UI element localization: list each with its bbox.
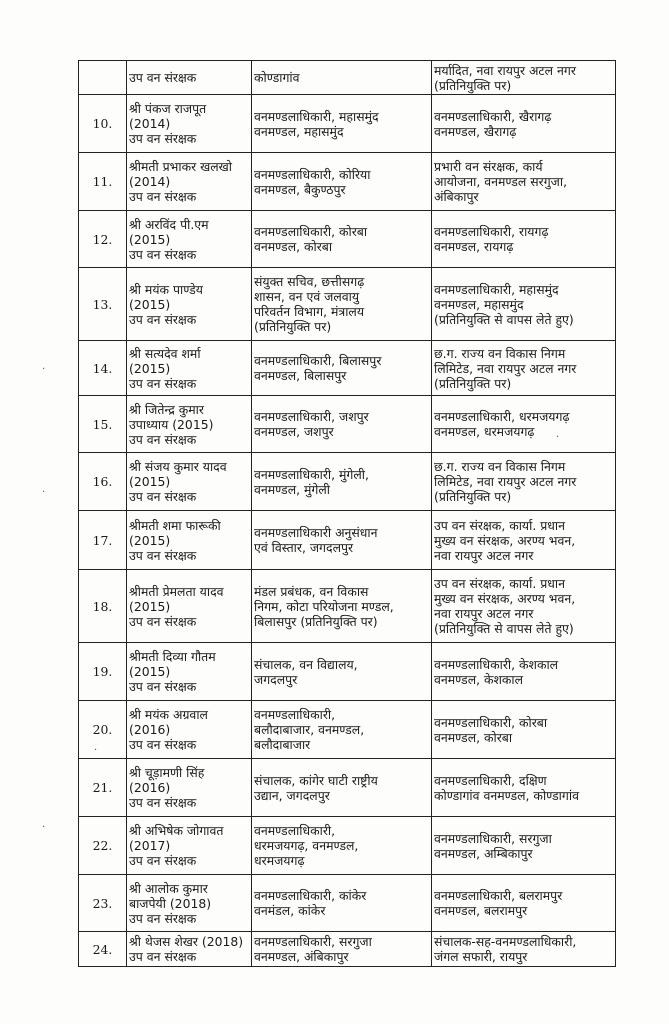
transfer-list-table [78, 60, 616, 967]
new-posting-cell: मर्यादित, नवा रायपुर अटल नगर (प्रतिनियुक्ति पर) [432, 61, 616, 95]
officer-name-cell: श्री आलोक कुमार बाजपेयी (2018) उप वन संरक्षक [127, 875, 252, 932]
new-posting-cell: संचालक-सह-वनमण्डलाधिकारी, जंगल सफारी, रायपुर [432, 932, 616, 967]
new-posting-cell: प्रभारी वन संरक्षक, कार्य आयोजना, वनमण्डल सरगुजा, अंबिकापुर [432, 153, 616, 211]
officer-name-cell: श्रीमती प्रेमलता यादव (2015) उप वन संरक्षक [127, 570, 252, 643]
officer-name-cell: श्रीमती प्रभाकर खलखो (2014) उप वन संरक्षक [127, 153, 252, 211]
current-posting-cell: वनमण्डलाधिकारी, धरमजयगढ़, वनमण्डल, धरमजयगढ़ [252, 817, 432, 875]
table-row [79, 268, 616, 341]
serial-number-cell: 19. [79, 643, 127, 701]
table-row [79, 643, 616, 701]
new-posting-cell: उप वन संरक्षक, कार्या. प्रधान मुख्य वन संरक्षक, अरण्य भवन, नवा रायपुर अटल नगर [432, 511, 616, 570]
table-row [79, 453, 616, 511]
table-row [79, 153, 616, 211]
serial-number-cell: 16. [79, 453, 127, 511]
new-posting-cell: छ.ग. राज्य वन विकास निगम लिमिटेड, नवा रायपुर अटल नगर (प्रतिनियुक्ति पर) [432, 341, 616, 396]
officer-name-cell: श्री मयंक पाण्डेय (2015) उप वन संरक्षक [127, 268, 252, 341]
serial-number-cell: 13. [79, 268, 127, 341]
current-posting-cell: वनमण्डलाधिकारी, बलौदाबाजार, वनमण्डल, बलौदाबाजार [252, 701, 432, 759]
officer-name-cell: श्री अरविंद पी.एम (2015) उप वन संरक्षक [127, 211, 252, 268]
serial-number-cell: 22. [79, 817, 127, 875]
table-row [79, 396, 616, 453]
officer-name-cell: श्रीमती शमा फारूकी (2015) उप वन संरक्षक [127, 511, 252, 570]
new-posting-cell: वनमण्डलाधिकारी, दक्षिण कोण्डागांव वनमण्डल, कोण्डागांव [432, 759, 616, 817]
table-row [79, 211, 616, 268]
new-posting-cell: वनमण्डलाधिकारी, केशकाल वनमण्डल, केशकाल [432, 643, 616, 701]
officer-name-cell: श्री संजय कुमार यादव (2015) उप वन संरक्षक [127, 453, 252, 511]
serial-number-cell: 24. [79, 932, 127, 967]
current-posting-cell: कोण्डागांव [252, 61, 432, 95]
officer-name-cell: श्री थेजस शेखर (2018) उप वन संरक्षक [127, 932, 252, 967]
current-posting-cell: वनमण्डलाधिकारी, मुंगेली, वनमण्डल, मुंगेली [252, 453, 432, 511]
officer-name-cell: श्री पंकज राजपूत (2014) उप वन संरक्षक [127, 95, 252, 153]
scan-speck: · [94, 745, 98, 756]
scan-speck: · [42, 364, 46, 375]
serial-number-cell: 15. [79, 396, 127, 453]
officer-name-cell: श्री चूड़ामणी सिंह (2016) उप वन संरक्षक [127, 759, 252, 817]
scan-speck: · [556, 432, 560, 443]
table-row [79, 570, 616, 643]
officer-name-cell: श्रीमती दिव्या गौतम (2015) उप वन संरक्षक [127, 643, 252, 701]
new-posting-cell: वनमण्डलाधिकारी, सरगुजा वनमण्डल, अम्बिकापुर [432, 817, 616, 875]
table-row [79, 701, 616, 759]
serial-number-cell [79, 61, 127, 95]
current-posting-cell: वनमण्डलाधिकारी अनुसंधान एवं विस्तार, जगदलपुर [252, 511, 432, 570]
officer-name-cell: श्री अभिषेक जोगावत (2017) उप वन संरक्षक [127, 817, 252, 875]
officer-name-cell: श्री जितेन्द्र कुमार उपाध्याय (2015) उप वन संरक्षक [127, 396, 252, 453]
new-posting-cell: वनमण्डलाधिकारी, धरमजयगढ़ वनमण्डल, धरमजयगढ़ [432, 396, 616, 453]
new-posting-cell: उप वन संरक्षक, कार्या. प्रधान मुख्य वन संरक्षक, अरण्य भवन, नवा रायपुर अटल नगर (प्रतिनियुक्ति से वापस लेते हुए) [432, 570, 616, 643]
current-posting-cell: मंडल प्रबंधक, वन विकास निगम, कोटा परियोजना मण्डल, बिलासपुर (प्रतिनियुक्ति पर) [252, 570, 432, 643]
serial-number-cell: 11. [79, 153, 127, 211]
table-row [79, 817, 616, 875]
serial-number-cell: 23. [79, 875, 127, 932]
officer-name-cell: उप वन संरक्षक [127, 61, 252, 95]
new-posting-cell: वनमण्डलाधिकारी, बलरामपुर वनमण्डल, बलरामपुर [432, 875, 616, 932]
current-posting-cell: संचालक, कांगेर घाटी राष्ट्रीय उद्यान, जगदलपुर [252, 759, 432, 817]
new-posting-cell: वनमण्डलाधिकारी, खैरागढ़ वनमण्डल, खैरागढ़ [432, 95, 616, 153]
table-row [79, 759, 616, 817]
table-row [79, 511, 616, 570]
new-posting-cell: वनमण्डलाधिकारी, कोरबा वनमण्डल, कोरबा [432, 701, 616, 759]
serial-number-cell: 20. [79, 701, 127, 759]
officer-name-cell: श्री मयंक अग्रवाल (2016) उप वन संरक्षक [127, 701, 252, 759]
serial-number-cell: 10. [79, 95, 127, 153]
current-posting-cell: संचालक, वन विद्यालय, जगदलपुर [252, 643, 432, 701]
current-posting-cell: वनमण्डलाधिकारी, सरगुजा वनमण्डल, अंबिकापुर [252, 932, 432, 967]
scan-speck: · [42, 487, 46, 498]
table-row [79, 341, 616, 396]
new-posting-cell: छ.ग. राज्य वन विकास निगम लिमिटेड, नवा रायपुर अटल नगर (प्रतिनियुक्ति पर) [432, 453, 616, 511]
new-posting-cell: वनमण्डलाधिकारी, रायगढ़ वनमण्डल, रायगढ़ [432, 211, 616, 268]
serial-number-cell: 17. [79, 511, 127, 570]
serial-number-cell: 14. [79, 341, 127, 396]
current-posting-cell: वनमण्डलाधिकारी, कोरिया वनमण्डल, बैकुण्ठपुर [252, 153, 432, 211]
scan-speck: · [42, 822, 46, 833]
current-posting-cell: वनमण्डलाधिकारी, बिलासपुर वनमण्डल, बिलासपुर [252, 341, 432, 396]
table-row [79, 932, 616, 967]
current-posting-cell: वनमण्डलाधिकारी, कांकेर वनमंडल, कांकेर [252, 875, 432, 932]
serial-number-cell: 21. [79, 759, 127, 817]
new-posting-cell: वनमण्डलाधिकारी, महासमुंद वनमण्डल, महासमुंद (प्रतिनियुक्ति से वापस लेते हुए) [432, 268, 616, 341]
current-posting-cell: वनमण्डलाधिकारी, कोरबा वनमण्डल, कोरबा [252, 211, 432, 268]
table-row [79, 875, 616, 932]
current-posting-cell: संयुक्त सचिव, छत्तीसगढ़ शासन, वन एवं जलवायु परिवर्तन विभाग, मंत्रालय (प्रतिनियुक्ति पर) [252, 268, 432, 341]
serial-number-cell: 12. [79, 211, 127, 268]
serial-number-cell: 18. [79, 570, 127, 643]
current-posting-cell: वनमण्डलाधिकारी, जशपुर वनमण्डल, जशपुर [252, 396, 432, 453]
transfer-list-body [79, 61, 616, 967]
table-row [79, 61, 616, 95]
current-posting-cell: वनमण्डलाधिकारी, महासमुंद वनमण्डल, महासमुंद [252, 95, 432, 153]
officer-name-cell: श्री सत्यदेव शर्मा (2015) उप वन संरक्षक [127, 341, 252, 396]
table-row [79, 95, 616, 153]
